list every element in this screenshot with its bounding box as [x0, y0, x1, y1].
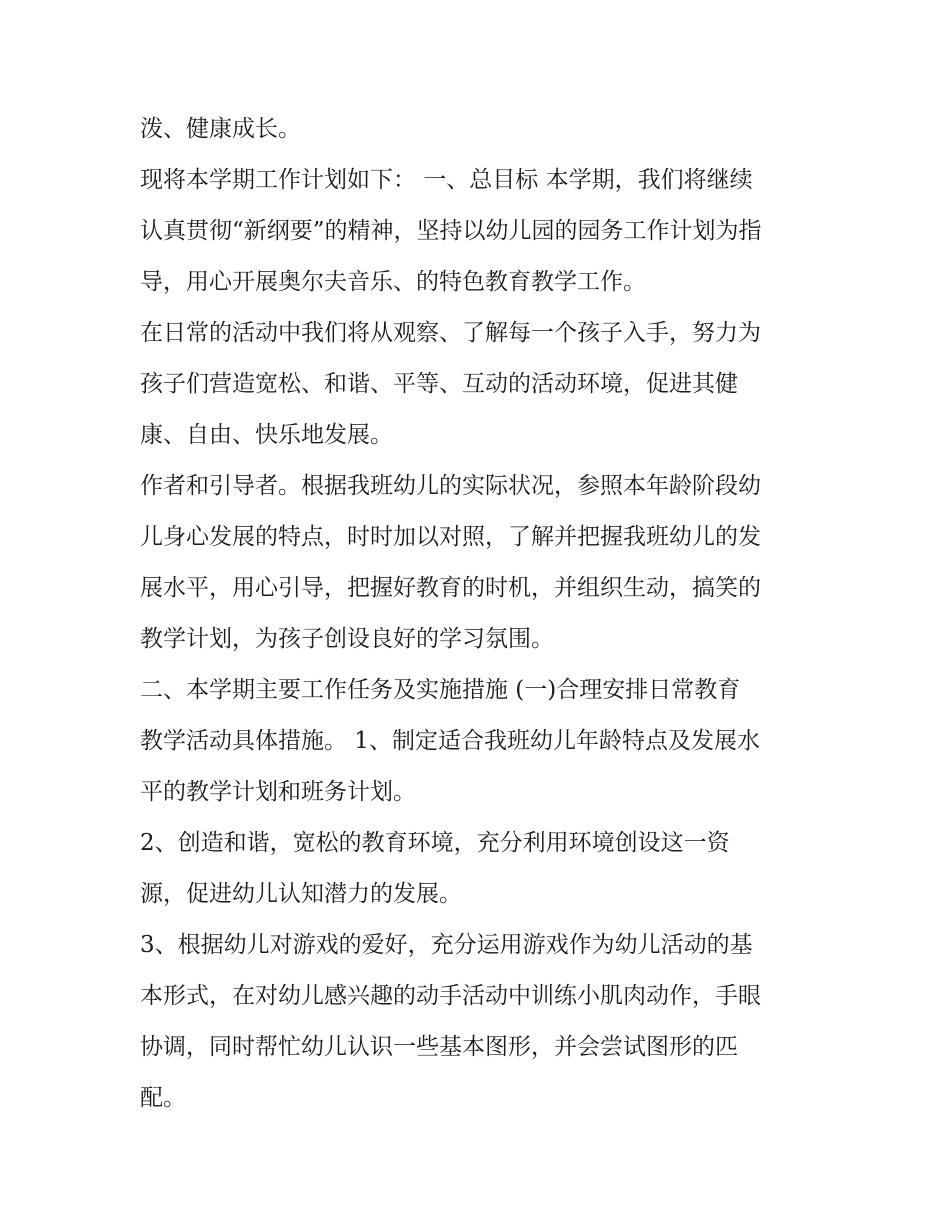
text-line: 在日常的活动中我们将从观察、了解每一个孩子入手，努力为 [140, 320, 761, 346]
text-line: 泼、健康成长。 [140, 116, 301, 142]
text-line: 协调，同时帮忙幼儿认识一些基本图形，并会尝试图形的匹 [140, 1034, 738, 1060]
text-line: 认真贯彻“新纲要”的精神，坚持以幼儿园的园务工作计划为指 [140, 218, 762, 244]
text-line: 康、自由、快乐地发展。 [140, 422, 393, 448]
text-line: 本形式，在对幼儿感兴趣的动手活动中训练小肌肉动作，手眼 [140, 983, 761, 1009]
text-line: 作者和引导者。根据我班幼儿的实际状况，参照本年龄阶段幼 [140, 473, 761, 499]
text-line: 配。 [140, 1085, 186, 1111]
text-line: 3、根据幼儿对游戏的爱好，充分运用游戏作为幼儿活动的基 [140, 932, 753, 958]
text-line: 展水平，用心引导，把握好教育的时机，并组织生动，搞笑的 [140, 575, 761, 601]
text-line: 现将本学期工作计划如下： 一、总目标 本学期，我们将继续 [140, 167, 753, 193]
text-line: 孩子们营造宽松、和谐、平等、互动的活动环境，促进其健 [140, 371, 738, 397]
text-line: 平的教学计划和班务计划。 [140, 779, 416, 805]
text-line: 二、本学期主要工作任务及实施措施 (一)合理安排日常教育 [140, 677, 741, 703]
document-body [140, 104, 830, 1124]
text-line: 教学活动具体措施。 1、制定适合我班幼儿年龄特点及发展水 [140, 728, 760, 754]
text-line: 教学计划，为孩子创设良好的学习氛围。 [140, 626, 554, 652]
text-line: 2、创造和谐，宽松的教育环境，充分利用环境创设这一资 [140, 830, 730, 856]
text-line: 源，促进幼儿认知潜力的发展。 [140, 881, 462, 907]
text-line: 儿身心发展的特点，时时加以对照，了解并把握我班幼儿的发 [140, 524, 761, 550]
text-line: 导，用心开展奥尔夫音乐、的特色教育教学工作。 [140, 269, 646, 295]
